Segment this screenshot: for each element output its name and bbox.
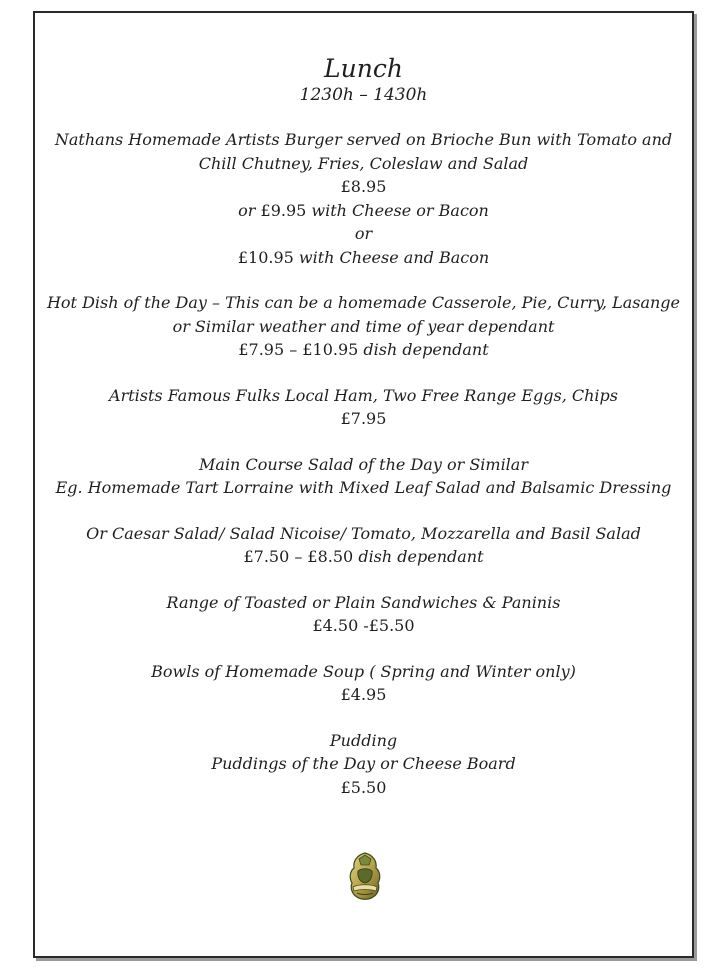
burger-option-cheese-or-bacon (35, 199, 692, 223)
sandwiches-price: £4.50 -£5.50 (312, 616, 415, 635)
hot-dish-section (35, 291, 692, 362)
burger-option2-price: £10.95 (237, 247, 294, 267)
menu-page-frame (33, 11, 694, 958)
hot-dish-price: £7.95 – £10.95 (238, 340, 359, 359)
burger-option2-suffix: with Cheese and Bacon (293, 247, 490, 267)
burger-desc-line1: Nathans Homemade Artists Burger served on Brioche Bun with Tomato and (54, 130, 673, 149)
burger-option1-prefix: or (238, 200, 261, 220)
hot-dish-price-suffix: dish dependant (358, 340, 489, 359)
salad-line1: Main Course Salad of the Day or Similar (199, 454, 528, 474)
ham-desc: Artists Famous Fulks Local Ham, Two Free Range Eggs, Chips (109, 385, 618, 405)
salad-line2: Eg. Homemade Tart Lorraine with Mixed Leaf Salad and Balsamic Dressing (55, 478, 672, 497)
burger-option-cheese-and-bacon (35, 246, 692, 270)
burger-option1-suffix: with Cheese or Bacon (306, 200, 489, 220)
pudding-price: £5.50 (340, 777, 387, 797)
pudding-heading: Pudding (329, 730, 398, 750)
salad-line3: Or Caesar Salad/ Salad Nicoise/ Tomato, Mozzarella and Basil Salad (86, 523, 641, 543)
lunch-menu (35, 54, 692, 799)
ham-price: £7.95 (340, 409, 387, 428)
burger-section (35, 128, 692, 269)
burger-option1-price: £9.95 (260, 200, 307, 220)
sandwiches-section (35, 591, 692, 638)
pudding-section (35, 729, 692, 800)
burger-price: £8.95 (340, 177, 387, 196)
soup-desc: Bowls of Homemade Soup ( Spring and Winter only) (151, 661, 576, 681)
salad-price-suffix: dish dependant (353, 547, 484, 566)
hot-dish-desc-line1: Hot Dish of the Day – This can be a homemade Casserole, Pie, Curry, Lasange (46, 293, 681, 312)
menu-title: Lunch (324, 54, 403, 83)
salad-section (35, 453, 692, 569)
crest-emblem-icon (344, 851, 386, 903)
soup-section (35, 660, 692, 707)
salad-price-line (35, 545, 692, 569)
menu-hours: 1230h – 1430h (299, 85, 428, 105)
ham-section (35, 384, 692, 431)
pudding-desc: Puddings of the Day or Cheese Board (211, 754, 516, 773)
burger-desc-line2: Chill Chutney, Fries, Coleslaw and Salad (198, 153, 529, 173)
soup-price: £4.95 (340, 685, 387, 704)
salad-price: £7.50 – £8.50 (243, 547, 354, 566)
burger-or: or (354, 224, 373, 243)
sandwiches-desc: Range of Toasted or Plain Sandwiches & Paninis (166, 592, 561, 612)
hot-dish-price-line (35, 338, 692, 362)
hot-dish-desc-line2: or Similar weather and time of year dependant (172, 316, 555, 336)
